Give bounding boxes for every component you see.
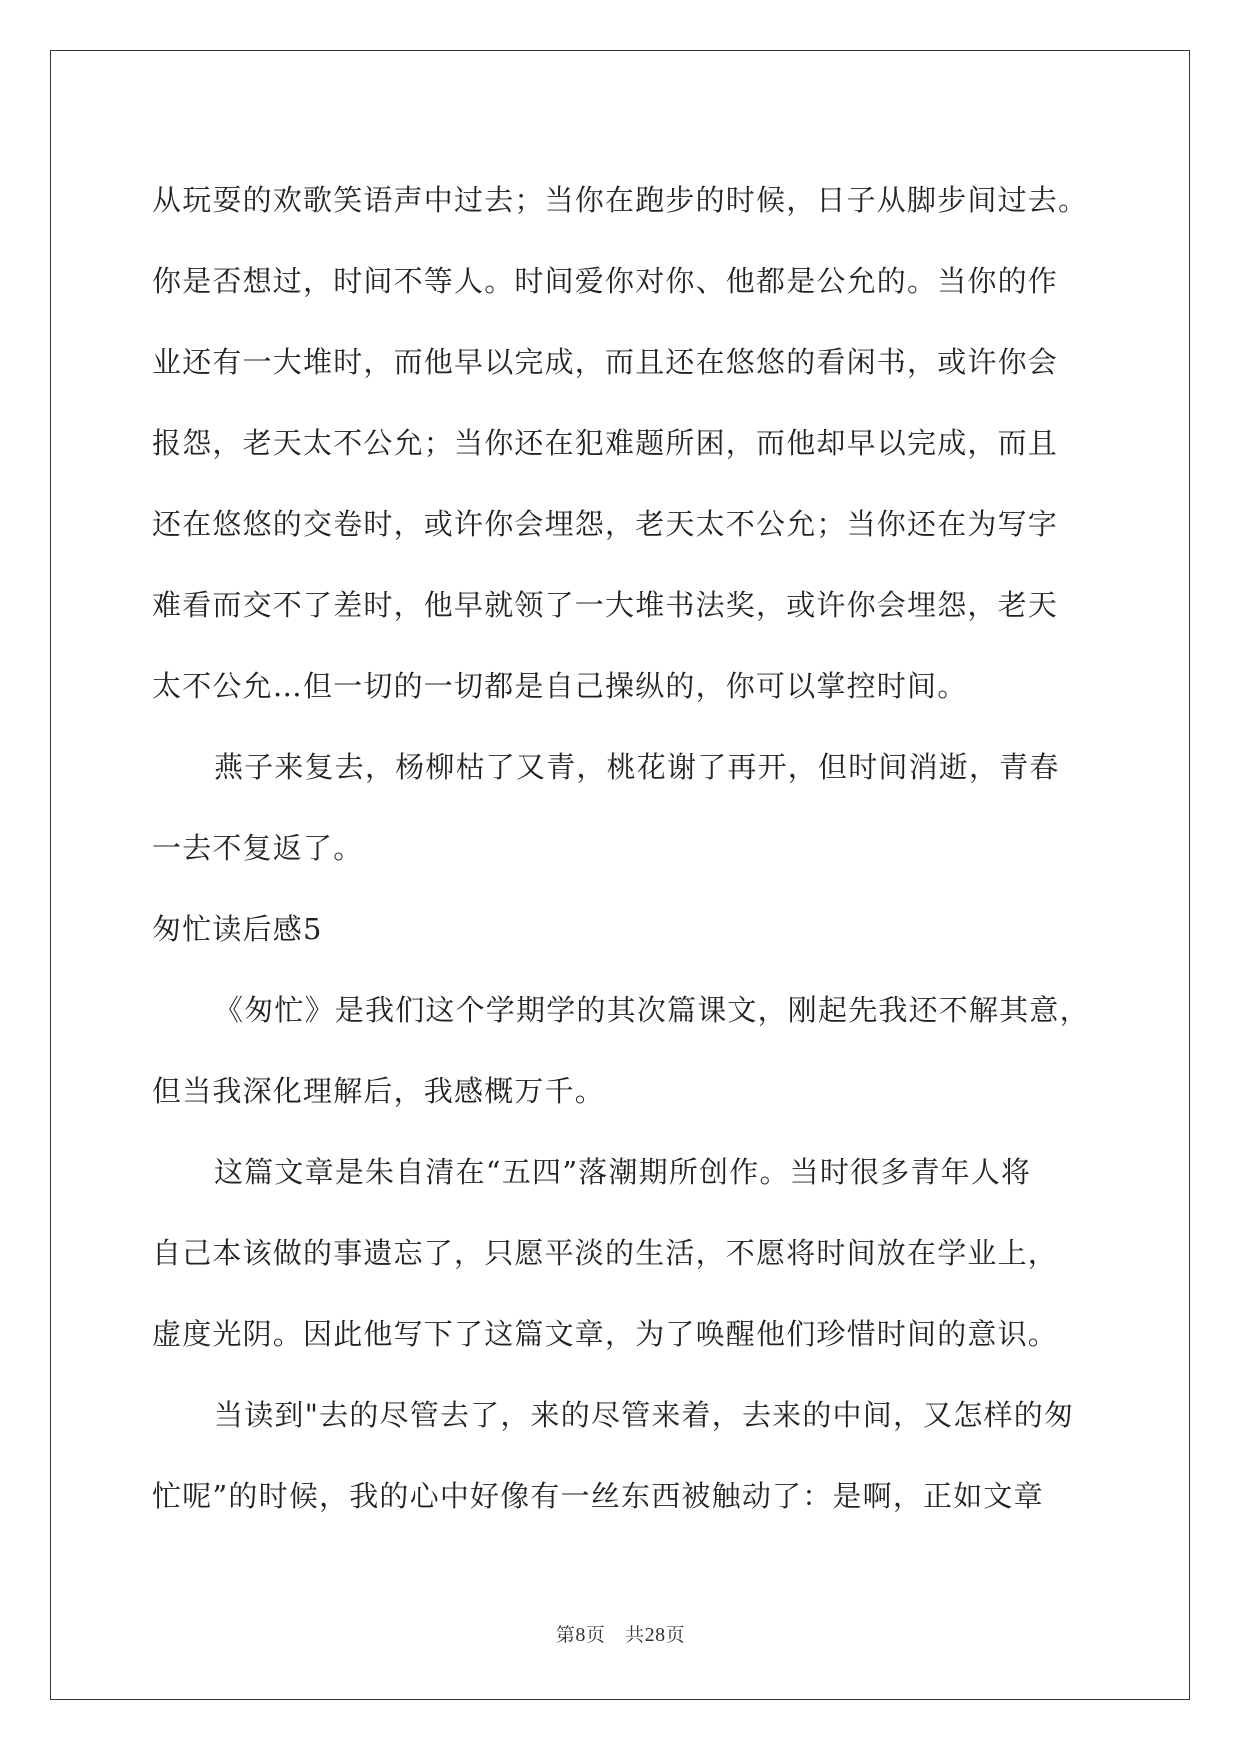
text-line: 匆忙读后感5	[152, 912, 323, 946]
text-line: 一去不复返了。	[152, 831, 364, 865]
text-line: 报怨，老天太不公允；当你还在犯难题所困，而他却早以完成，而且	[152, 426, 1059, 460]
text-line: 当读到"去的尽管去了，来的尽管来着，去来的中间，又怎样的匆	[214, 1398, 1075, 1432]
text-line: 你是否想过，时间不等人。时间爱你对你、他都是公允的。当你的作	[152, 264, 1059, 298]
text-line: 从玩耍的欢歌笑语声中过去；当你在跑步的时候，日子从脚步间过去。	[152, 183, 1089, 217]
text-line: 还在悠悠的交卷时，或许你会埋怨，老天太不公允；当你还在为写字	[152, 507, 1059, 541]
text-line: 这篇文章是朱自清在“五四”落潮期所创作。当时很多青年人将	[214, 1155, 1032, 1189]
document-body	[152, 160, 1092, 1537]
footer-total-prefix: 共	[625, 1624, 645, 1646]
footer-page-unit: 页	[585, 1624, 606, 1646]
footer-prefix: 第	[555, 1624, 576, 1646]
text-line: 《匆忙》是我们这个学期学的其次篇课文，刚起先我还不解其意，	[214, 993, 1090, 1027]
text-line: 难看而交不了差时，他早就领了一大堆书法奖，或许你会埋怨，老天	[152, 588, 1059, 622]
current-page-number: 8	[575, 1624, 586, 1646]
text-line: 太不公允…但一切的一切都是自己操纵的，你可以掌控时间。	[152, 669, 968, 703]
text-line: 但当我深化理解后，我感概万千。	[152, 1074, 606, 1108]
footer-total-unit: 页	[665, 1624, 686, 1646]
text-line: 虚度光阴。因此他写下了这篇文章，为了唤醒他们珍惜时间的意识。	[152, 1317, 1059, 1351]
text-line: 业还有一大堆时，而他早以完成，而且还在悠悠的看闲书，或许你会	[152, 345, 1059, 379]
text-line: 自己本该做的事遗忘了，只愿平淡的生活，不愿将时间放在学业上，	[152, 1236, 1059, 1270]
text-line: 燕子来复去，杨柳枯了又青，桃花谢了再开，但时间消逝，青春	[214, 750, 1060, 784]
total-page-count: 28	[644, 1624, 666, 1646]
page-footer	[0, 1620, 1241, 1647]
text-line: 忙呢”的时候，我的心中好像有一丝东西被触动了：是啊，正如文章	[152, 1479, 1044, 1513]
